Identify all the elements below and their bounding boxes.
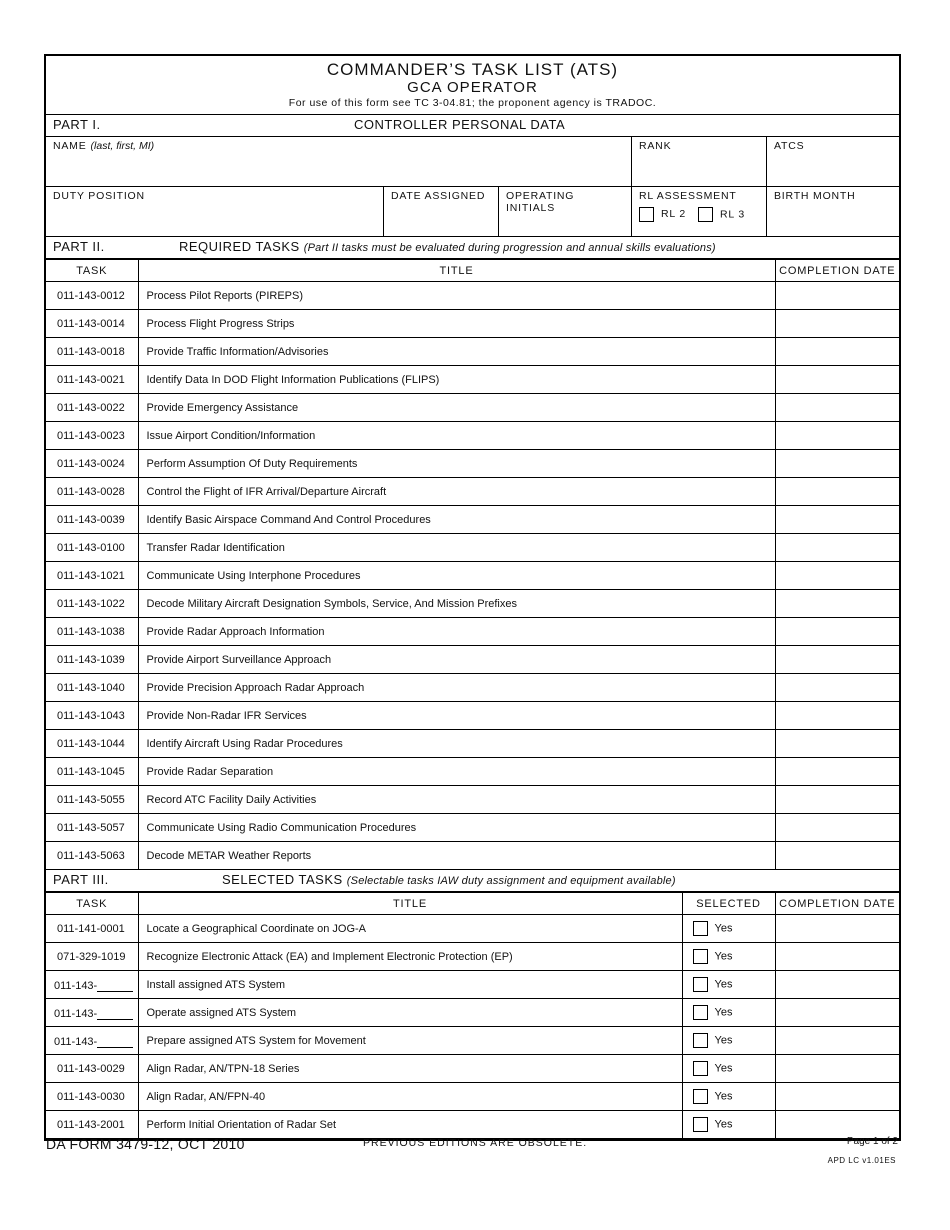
completion-date-field[interactable] bbox=[775, 646, 899, 674]
task-title: Record ATC Facility Daily Activities bbox=[138, 786, 775, 814]
yes-label: Yes bbox=[714, 1034, 733, 1047]
col-completion-header: COMPLETION DATE bbox=[775, 260, 899, 282]
completion-date-field[interactable] bbox=[775, 758, 899, 786]
part3-header bbox=[46, 869, 899, 892]
task-number: 071-329-1019 bbox=[46, 943, 138, 971]
col-selected-header: SELECTED bbox=[682, 893, 775, 915]
task-number: 011-143-0014 bbox=[46, 310, 138, 338]
completion-date-field[interactable] bbox=[775, 506, 899, 534]
yes-label: Yes bbox=[714, 1062, 733, 1075]
task-title: Identify Aircraft Using Radar Procedures bbox=[138, 730, 775, 758]
form-header bbox=[46, 56, 899, 115]
task-title: Communicate Using Radio Communication Procedures bbox=[138, 814, 775, 842]
required-task-row bbox=[46, 842, 899, 870]
obsolete-editions-note: PREVIOUS EDITIONS ARE OBSOLETE. bbox=[363, 1137, 588, 1149]
required-task-row bbox=[46, 758, 899, 786]
part2-label: PART II. bbox=[53, 239, 105, 254]
task-title: Recognize Electronic Attack (EA) and Implement Electronic Protection (EP) bbox=[138, 943, 682, 971]
completion-date-field[interactable] bbox=[775, 1083, 899, 1111]
task-title: Perform Assumption Of Duty Requirements bbox=[138, 450, 775, 478]
task-number: 011-143-0023 bbox=[46, 422, 138, 450]
required-tasks-header-row bbox=[46, 260, 899, 282]
part2-header bbox=[46, 237, 899, 259]
yes-label: Yes bbox=[714, 922, 733, 935]
selected-checkbox[interactable] bbox=[693, 1061, 708, 1076]
name-field[interactable] bbox=[46, 137, 632, 186]
page-number: Page 1 of 2 bbox=[846, 1136, 898, 1147]
col-task-header: TASK bbox=[46, 893, 138, 915]
form-usage-note: For use of this form see TC 3-04.81; the proponent agency is TRADOC. bbox=[288, 97, 657, 109]
task-number bbox=[46, 1027, 138, 1055]
completion-date-field[interactable] bbox=[775, 1111, 899, 1139]
task-title: Operate assigned ATS System bbox=[138, 999, 682, 1027]
task-number: 011-143-1043 bbox=[46, 702, 138, 730]
task-title: Prepare assigned ATS System for Movement bbox=[138, 1027, 682, 1055]
task-title: Communicate Using Interphone Procedures bbox=[138, 562, 775, 590]
part1-label: PART I. bbox=[53, 117, 101, 132]
task-number: 011-143-1044 bbox=[46, 730, 138, 758]
selected-checkbox[interactable] bbox=[693, 1033, 708, 1048]
selected-cell bbox=[682, 1027, 775, 1055]
yes-label: Yes bbox=[714, 1118, 733, 1131]
task-title: Provide Precision Approach Radar Approach bbox=[138, 674, 775, 702]
required-task-row bbox=[46, 730, 899, 758]
rl-assessment-field bbox=[632, 187, 767, 236]
completion-date-field[interactable] bbox=[775, 814, 899, 842]
required-task-row bbox=[46, 646, 899, 674]
task-title: Align Radar, AN/TPN-18 Series bbox=[138, 1055, 682, 1083]
completion-date-field[interactable] bbox=[775, 674, 899, 702]
completion-date-field[interactable] bbox=[775, 394, 899, 422]
task-number: 011-143-1039 bbox=[46, 646, 138, 674]
task-number bbox=[46, 971, 138, 999]
required-task-row bbox=[46, 534, 899, 562]
completion-date-field[interactable] bbox=[775, 702, 899, 730]
completion-date-field[interactable] bbox=[775, 590, 899, 618]
selected-checkbox[interactable] bbox=[693, 1089, 708, 1104]
selected-cell bbox=[682, 999, 775, 1027]
required-task-row bbox=[46, 366, 899, 394]
task-list-form bbox=[44, 54, 901, 1141]
required-task-row bbox=[46, 674, 899, 702]
completion-date-field[interactable] bbox=[775, 366, 899, 394]
task-title: Provide Emergency Assistance bbox=[138, 394, 775, 422]
required-task-row bbox=[46, 702, 899, 730]
completion-date-field[interactable] bbox=[775, 1055, 899, 1083]
required-tasks-table bbox=[46, 259, 899, 870]
rl2-label: RL 2 bbox=[661, 208, 686, 221]
required-task-row bbox=[46, 394, 899, 422]
selected-cell bbox=[682, 1083, 775, 1111]
completion-date-field[interactable] bbox=[775, 422, 899, 450]
selected-cell bbox=[682, 915, 775, 943]
selected-tasks-header-row bbox=[46, 893, 899, 915]
task-number-prefix: 011-143- bbox=[54, 980, 98, 992]
selected-checkbox[interactable] bbox=[693, 949, 708, 964]
completion-date-field[interactable] bbox=[775, 999, 899, 1027]
completion-date-field[interactable] bbox=[775, 282, 899, 310]
task-title: Transfer Radar Identification bbox=[138, 534, 775, 562]
task-number: 011-143-1038 bbox=[46, 618, 138, 646]
selected-cell bbox=[682, 943, 775, 971]
task-number: 011-143-0039 bbox=[46, 506, 138, 534]
form-title: COMMANDER’S TASK LIST (ATS) bbox=[326, 60, 619, 79]
part3-label: PART III. bbox=[53, 872, 109, 887]
completion-date-field[interactable] bbox=[775, 338, 899, 366]
date-assigned-label: DATE ASSIGNED bbox=[391, 190, 486, 202]
task-number: 011-143-1021 bbox=[46, 562, 138, 590]
rl3-label: RL 3 bbox=[720, 208, 745, 221]
name-label: NAME bbox=[53, 140, 87, 152]
task-title: Install assigned ATS System bbox=[138, 971, 682, 999]
task-number-prefix: 011-143- bbox=[54, 1008, 98, 1020]
task-title: Provide Traffic Information/Advisories bbox=[138, 338, 775, 366]
completion-date-field[interactable] bbox=[775, 562, 899, 590]
task-title: Perform Initial Orientation of Radar Set bbox=[138, 1111, 682, 1139]
completion-date-field[interactable] bbox=[775, 971, 899, 999]
selected-cell bbox=[682, 971, 775, 999]
task-title: Process Pilot Reports (PIREPS) bbox=[138, 282, 775, 310]
duty-position-field[interactable] bbox=[46, 187, 384, 236]
part1-title: CONTROLLER PERSONAL DATA bbox=[354, 117, 566, 132]
task-number-blank[interactable] bbox=[97, 1005, 133, 1020]
task-number: 011-143-0022 bbox=[46, 394, 138, 422]
task-title: Provide Radar Approach Information bbox=[138, 618, 775, 646]
task-title: Process Flight Progress Strips bbox=[138, 310, 775, 338]
selected-checkbox[interactable] bbox=[693, 921, 708, 936]
task-number: 011-143-0030 bbox=[46, 1083, 138, 1111]
task-number bbox=[46, 999, 138, 1027]
operating-initials-field[interactable] bbox=[499, 187, 632, 236]
task-number: 011-143-1040 bbox=[46, 674, 138, 702]
personal-data-row-1 bbox=[46, 137, 899, 187]
col-title-header: TITLE bbox=[138, 260, 775, 282]
selected-tasks-table bbox=[46, 892, 899, 1139]
task-number: 011-143-5055 bbox=[46, 786, 138, 814]
required-task-row bbox=[46, 450, 899, 478]
completion-date-field[interactable] bbox=[775, 478, 899, 506]
task-number: 011-143-0012 bbox=[46, 282, 138, 310]
rl-assessment-label: RL ASSESSMENT bbox=[639, 190, 737, 202]
selected-cell bbox=[682, 1111, 775, 1139]
task-title: Identify Basic Airspace Command And Control Procedures bbox=[138, 506, 775, 534]
yes-label: Yes bbox=[714, 978, 733, 991]
required-task-row bbox=[46, 310, 899, 338]
task-number: 011-143-1022 bbox=[46, 590, 138, 618]
required-task-row bbox=[46, 422, 899, 450]
selected-task-row bbox=[46, 1083, 899, 1111]
selected-task-row bbox=[46, 943, 899, 971]
task-title: Issue Airport Condition/Information bbox=[138, 422, 775, 450]
selected-checkbox[interactable] bbox=[693, 977, 708, 992]
completion-date-field[interactable] bbox=[775, 915, 899, 943]
form-id: DA FORM 3479-12, OCT 2010 bbox=[46, 1136, 245, 1152]
task-title: Locate a Geographical Coordinate on JOG-A bbox=[138, 915, 682, 943]
selected-checkbox[interactable] bbox=[693, 1005, 708, 1020]
completion-date-field[interactable] bbox=[775, 842, 899, 870]
task-number: 011-143-2001 bbox=[46, 1111, 138, 1139]
yes-label: Yes bbox=[714, 1006, 733, 1019]
selected-task-row bbox=[46, 971, 899, 999]
task-number: 011-143-0021 bbox=[46, 366, 138, 394]
task-number: 011-143-5057 bbox=[46, 814, 138, 842]
selected-task-row bbox=[46, 915, 899, 943]
required-task-row bbox=[46, 478, 899, 506]
duty-position-label: DUTY POSITION bbox=[53, 190, 145, 202]
required-task-row bbox=[46, 590, 899, 618]
task-number-blank[interactable] bbox=[97, 1033, 133, 1048]
completion-date-field[interactable] bbox=[775, 450, 899, 478]
completion-date-field[interactable] bbox=[775, 310, 899, 338]
date-assigned-field[interactable] bbox=[384, 187, 499, 236]
yes-label: Yes bbox=[714, 1090, 733, 1103]
col-task-header: TASK bbox=[46, 260, 138, 282]
operating-initials-label: OPERATING INITIALS bbox=[506, 190, 575, 214]
name-hint: (last, first, MI) bbox=[90, 140, 155, 152]
selected-cell bbox=[682, 1055, 775, 1083]
part2-note: (Part II tasks must be evaluated during progression and annual skills evaluations) bbox=[303, 242, 716, 254]
rank-field[interactable] bbox=[632, 137, 767, 186]
completion-date-field[interactable] bbox=[775, 534, 899, 562]
completion-date-field[interactable] bbox=[775, 618, 899, 646]
task-title: Identify Data In DOD Flight Information Publications (FLIPS) bbox=[138, 366, 775, 394]
col-completion-header: COMPLETION DATE bbox=[775, 893, 899, 915]
task-number: 011-143-0100 bbox=[46, 534, 138, 562]
atcs-label: ATCS bbox=[774, 140, 805, 152]
col-title-header: TITLE bbox=[138, 893, 682, 915]
rank-label: RANK bbox=[639, 140, 672, 152]
required-task-row bbox=[46, 338, 899, 366]
selected-task-row bbox=[46, 1027, 899, 1055]
task-title: Align Radar, AN/FPN-40 bbox=[138, 1083, 682, 1111]
task-title: Decode METAR Weather Reports bbox=[138, 842, 775, 870]
part3-title: SELECTED TASKS bbox=[222, 872, 343, 887]
task-number: 011-143-0028 bbox=[46, 478, 138, 506]
personal-data-row-2 bbox=[46, 187, 899, 237]
part3-note: (Selectable tasks IAW duty assignment and equipment available) bbox=[346, 875, 676, 887]
task-number-blank[interactable] bbox=[97, 977, 133, 992]
task-title: Control the Flight of IFR Arrival/Departure Aircraft bbox=[138, 478, 775, 506]
task-number: 011-143-1045 bbox=[46, 758, 138, 786]
task-title: Provide Radar Separation bbox=[138, 758, 775, 786]
required-task-row bbox=[46, 618, 899, 646]
birth-month-label: BIRTH MONTH bbox=[774, 190, 856, 202]
required-task-row bbox=[46, 506, 899, 534]
task-title: Decode Military Aircraft Designation Symbols, Service, And Mission Prefixes bbox=[138, 590, 775, 618]
rl3-checkbox[interactable] bbox=[698, 207, 713, 222]
required-task-row bbox=[46, 562, 899, 590]
rl2-checkbox[interactable] bbox=[639, 207, 654, 222]
birth-month-field[interactable] bbox=[767, 187, 899, 236]
task-number: 011-143-5063 bbox=[46, 842, 138, 870]
selected-task-row bbox=[46, 1111, 899, 1139]
selected-task-row bbox=[46, 999, 899, 1027]
task-number: 011-143-0024 bbox=[46, 450, 138, 478]
completion-date-field[interactable] bbox=[775, 1027, 899, 1055]
form-subtitle: GCA OPERATOR bbox=[407, 79, 538, 96]
selected-checkbox[interactable] bbox=[693, 1117, 708, 1132]
task-number: 011-143-0029 bbox=[46, 1055, 138, 1083]
selected-task-row bbox=[46, 1055, 899, 1083]
completion-date-field[interactable] bbox=[775, 786, 899, 814]
task-number: 011-143-0018 bbox=[46, 338, 138, 366]
yes-label: Yes bbox=[714, 950, 733, 963]
part2-title: REQUIRED TASKS bbox=[179, 239, 300, 254]
task-number: 011-141-0001 bbox=[46, 915, 138, 943]
required-task-row bbox=[46, 282, 899, 310]
task-number-prefix: 011-143- bbox=[54, 1036, 98, 1048]
task-title: Provide Airport Surveillance Approach bbox=[138, 646, 775, 674]
completion-date-field[interactable] bbox=[775, 730, 899, 758]
required-task-row bbox=[46, 814, 899, 842]
completion-date-field[interactable] bbox=[775, 943, 899, 971]
task-title: Provide Non-Radar IFR Services bbox=[138, 702, 775, 730]
form-version-code: APD LC v1.01ES bbox=[827, 1156, 896, 1165]
part1-header bbox=[46, 115, 899, 137]
atcs-field[interactable] bbox=[767, 137, 899, 186]
required-task-row bbox=[46, 786, 899, 814]
